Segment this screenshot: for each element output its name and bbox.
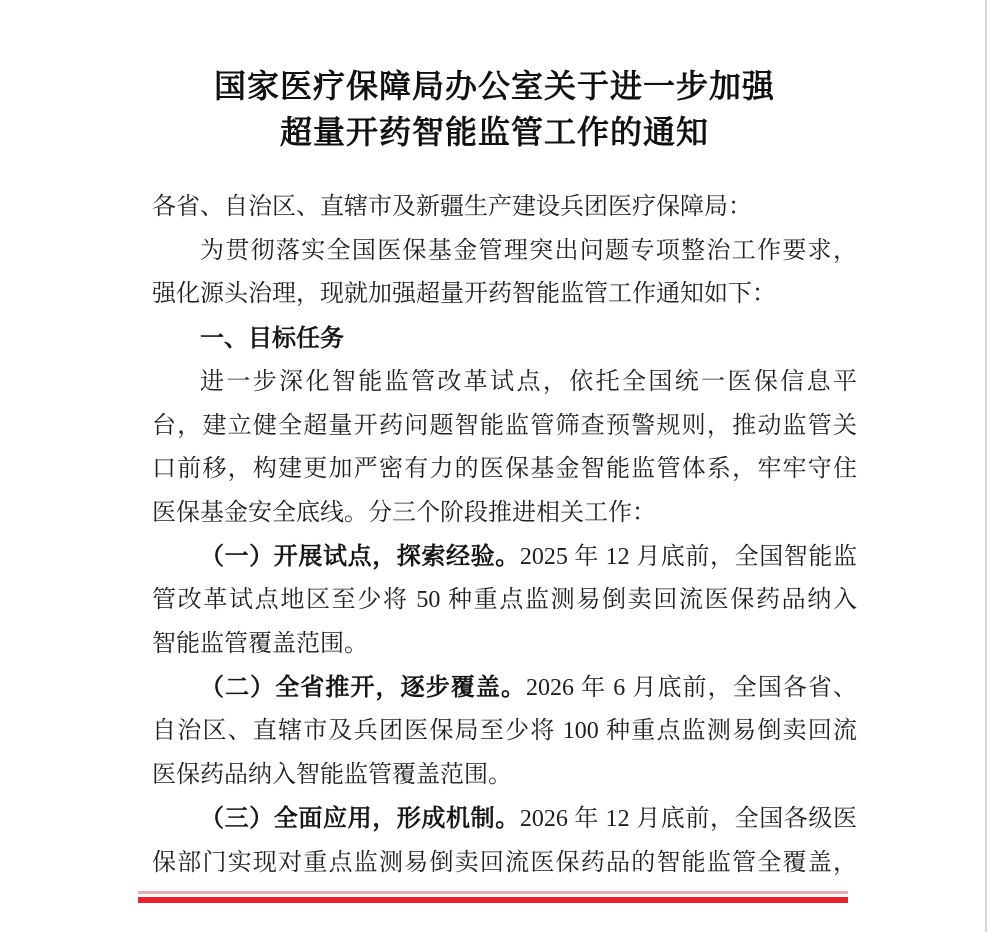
text-run: 智能监管覆盖范围。: [152, 631, 368, 658]
text-run: 医保基金安全底线。分三个阶段推进相关工作：: [152, 499, 656, 526]
page-right-edge: [985, 0, 987, 932]
red-separator-line-thin: [138, 891, 848, 894]
text-line: [152, 448, 857, 492]
text-line: [152, 405, 857, 449]
bold-text-run: （一）开展试点，探索经验。: [200, 543, 520, 570]
document-title: [0, 63, 989, 155]
text-line: [152, 536, 857, 580]
document-title-line-1: 国家医疗保障局办公室关于进一步加强: [213, 68, 775, 105]
bold-text-run: 一、目标任务: [200, 325, 344, 353]
text-line: [152, 623, 857, 667]
text-line: [152, 361, 857, 405]
text-run: 2025 年 12 月底前，全国智能监: [519, 543, 858, 570]
text-run: 2026 年 6 月底前，全国各省、: [526, 674, 858, 701]
document-title-line-2: 超量开药智能监管工作的通知: [279, 114, 709, 151]
section-heading: [152, 317, 857, 361]
text-run: 2026 年 12 月底前，全国各级医: [519, 805, 858, 832]
text-line: [152, 492, 857, 536]
red-separator-line-thick: [138, 897, 848, 903]
text-line: [152, 579, 857, 623]
bold-text-run: （三）全面应用，形成机制。: [200, 805, 520, 832]
text-run: 各省、自治区、直辖市及新疆生产建设兵团医疗保障局：: [152, 194, 752, 220]
text-line: [152, 710, 857, 754]
text-line: [152, 798, 857, 842]
text-run: 保部门实现对重点监测易倒卖回流医保药品的智能监管全覆盖，: [152, 849, 857, 876]
text-line: [152, 842, 857, 886]
text-run: 强化源头治理，现就加强超量开药智能监管工作通知如下：: [152, 281, 776, 308]
text-line: [152, 230, 857, 274]
text-run: 台，建立健全超量开药问题智能监管筛查预警规则，推动监管关: [152, 412, 857, 439]
document-body: [152, 186, 857, 885]
text-run: 自治区、直辖市及兵团医保局至少将 100 种重点监测易倒卖回流: [152, 718, 857, 745]
text-line: [152, 667, 857, 711]
text-run: 进一步深化智能监管改革试点，依托全国统一医保信息平: [200, 368, 857, 395]
text-line: [152, 186, 857, 230]
bold-text-run: （二）全省推开，逐步覆盖。: [200, 674, 527, 701]
text-run: 管改革试点地区至少将 50 种重点监测易倒卖回流医保药品纳入: [152, 587, 857, 614]
text-run: 口前移，构建更加严密有力的医保基金智能监管体系，牢牢守住: [152, 456, 857, 483]
text-line: [152, 754, 857, 798]
text-run: 医保药品纳入智能监管覆盖范围。: [152, 762, 512, 789]
text-run: 为贯彻落实全国医保基金管理突出问题专项整治工作要求，: [200, 237, 857, 264]
text-line: [152, 273, 857, 317]
